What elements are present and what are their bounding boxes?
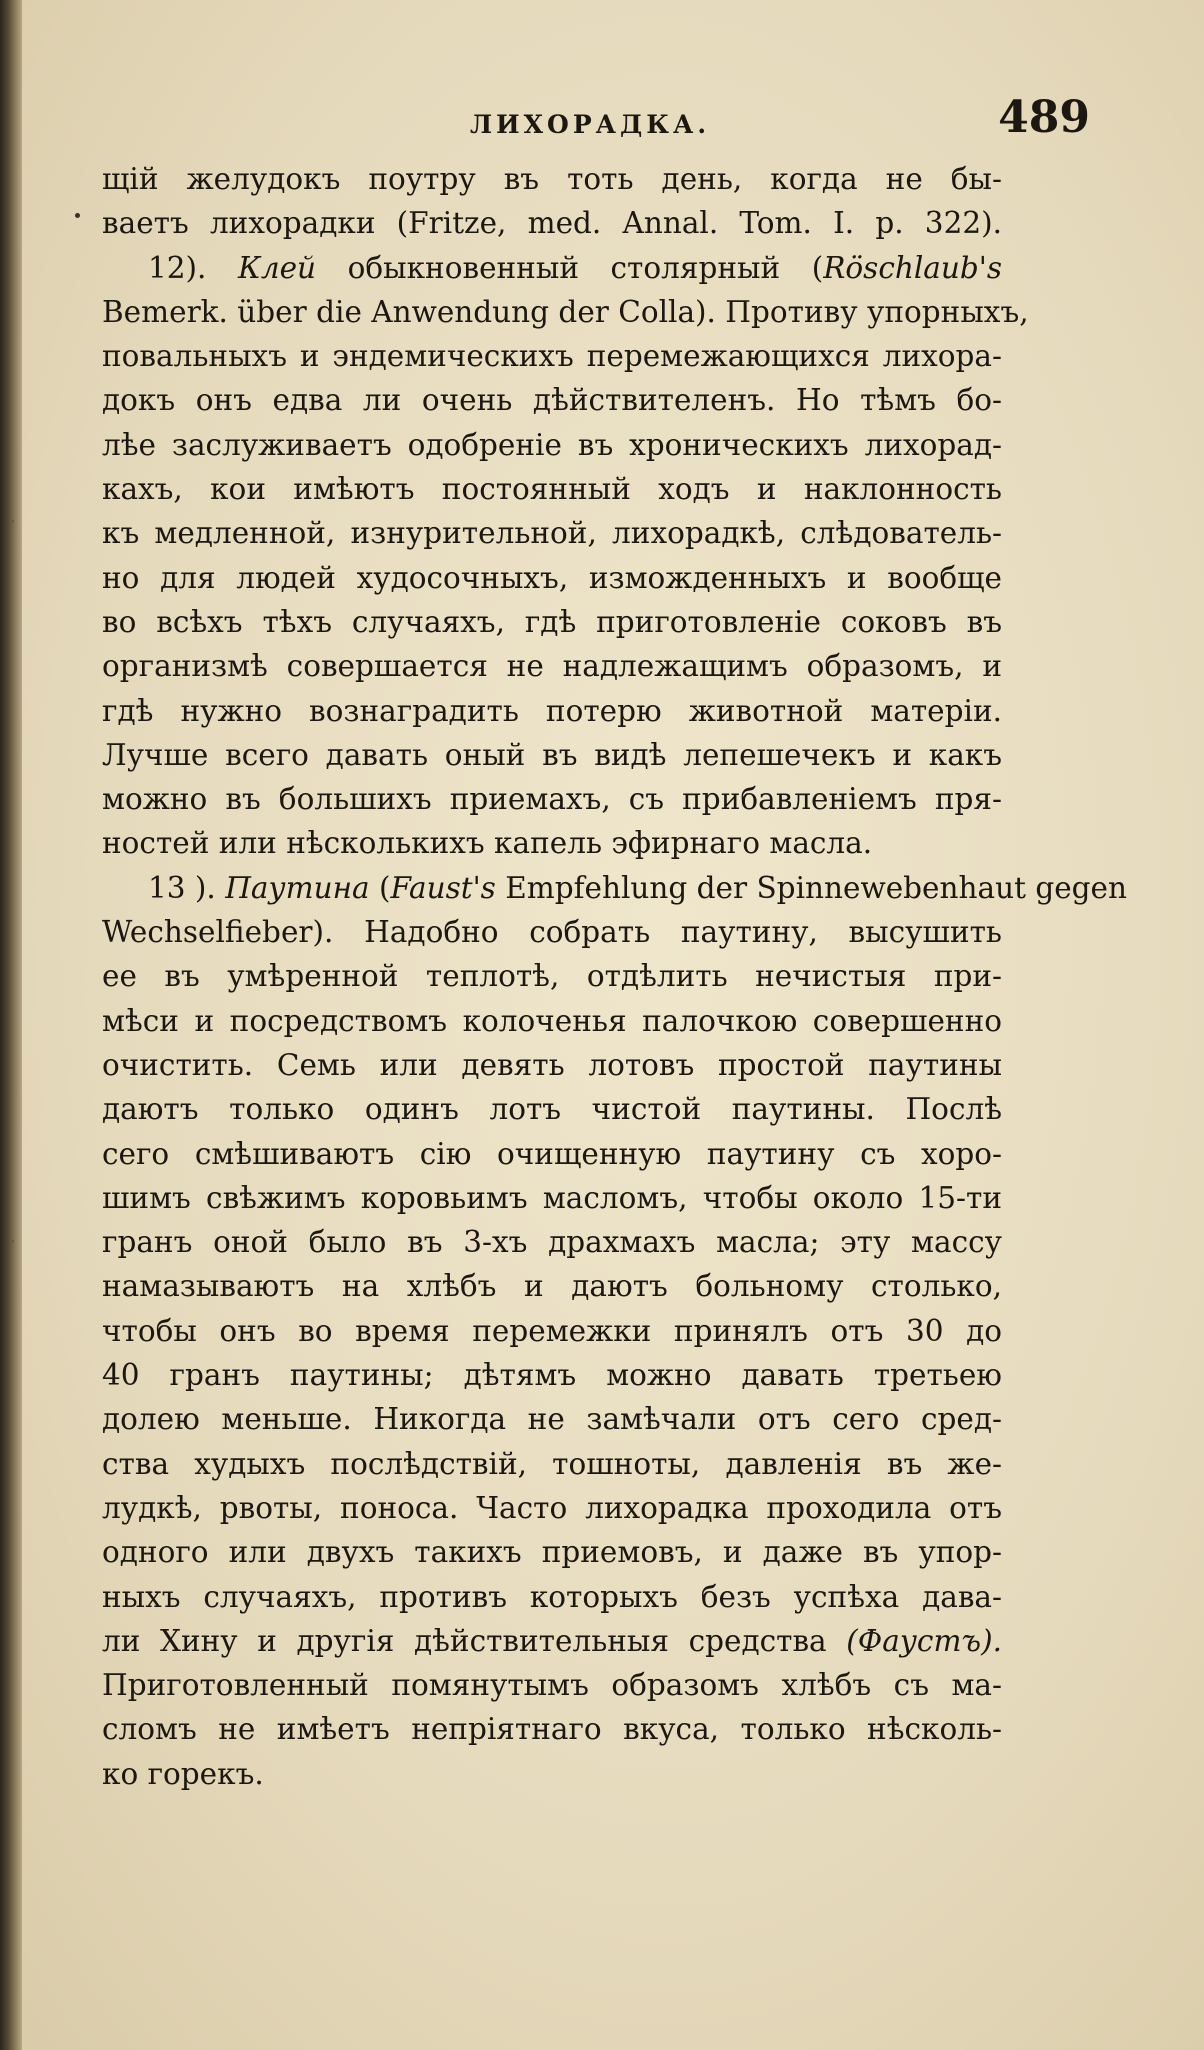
- text-line: гранъ оной было въ 3-хъ драхмахъ масла; эту массу: [102, 1225, 1002, 1260]
- text-line: шимъ свѣжимъ коровьимъ масломъ, чтобы около 15-ти: [102, 1180, 1002, 1215]
- text-line: долею меньше. Никогда не замѣчали отъ сего сред-: [102, 1402, 1002, 1437]
- text-line: ко горекъ.: [102, 1756, 264, 1791]
- text-line: докъ онъ едва ли очень дѣйствителенъ. Но тѣмъ бо-: [102, 383, 1002, 418]
- text-line: во всѣхъ тѣхъ случаяхъ, гдѣ приготовленіе соковъ въ: [102, 604, 1002, 639]
- item-12-reference: Röschlaub's: [823, 250, 1002, 285]
- item-13-text: Empfehlung der Spinnewebenhaut gegen: [495, 870, 1128, 905]
- text-line: организмѣ совершается не надлежащимъ образомъ, и: [102, 649, 1002, 684]
- gutter-mark: [10, 520, 14, 523]
- item-13-reference: Faust's: [390, 870, 496, 905]
- text-line: повальныхъ и эндемическихъ перемежающихся лихора-: [102, 339, 1002, 374]
- text-line: но для людей худосочныхъ, изможденныхъ и вообще: [102, 560, 1002, 595]
- gutter-mark: [10, 1240, 14, 1243]
- text-line: ее въ умѣренной теплотѣ, отдѣлить нечистыя при-: [102, 959, 1002, 994]
- running-title: ЛИХОРАДКА.: [469, 110, 711, 139]
- text-line: кахъ, кои имѣютъ постоянный ходъ и наклонность: [102, 472, 1002, 507]
- text-line: ностей или нѣсколькихъ капель эфирнаго масла.: [102, 826, 873, 861]
- item-12-text: обыкновенный столярный (: [316, 250, 824, 285]
- page-number: 489: [998, 92, 1090, 143]
- text-line: лудкѣ, рвоты, поноса. Часто лихорадка проходила отъ: [102, 1490, 1002, 1525]
- item-12-heading: [102, 246, 1002, 290]
- page-header: [90, 92, 1090, 152]
- margin-dot: [75, 213, 80, 218]
- text-line: сломъ не имѣетъ непріятнаго вкуса, только нѣсколь-: [102, 1712, 1002, 1747]
- text-line: Bemerk. über die Anwendung der Colla). Противу упорныхъ,: [102, 294, 1029, 329]
- text-line: очистить. Семь или девять лотовъ простой паутины: [102, 1047, 1002, 1082]
- item-13-open: (: [369, 870, 391, 905]
- item-12-number: 12).: [148, 250, 207, 285]
- text-line-with-reference: [102, 1619, 1002, 1663]
- text-line: даютъ только одинъ лотъ чистой паутины. Послѣ: [102, 1092, 1002, 1127]
- text-line: Wechselfieber). Надобно собрать паутину, высушить: [102, 915, 1002, 950]
- text-line: Лучше всего давать оный въ видѣ лепешечекъ и какъ: [102, 737, 1002, 772]
- body-text: [102, 157, 1128, 1796]
- item-12-term: Клей: [237, 250, 317, 285]
- text-line: гдѣ нужно вознаградить потерю животной матеріи.: [102, 693, 1002, 728]
- text-line: 40 гранъ паутины; дѣтямъ можно давать третьею: [102, 1358, 1002, 1393]
- text-line: одного или двухъ такихъ приемовъ, и даже въ упор-: [102, 1535, 1002, 1570]
- text-line: ства худыхъ послѣдствій, тошноты, давленія въ же-: [102, 1446, 1002, 1481]
- text-line: ли Хину и другія дѣйствительныя средства: [102, 1623, 827, 1658]
- binding-gutter: [0, 0, 22, 2050]
- item-13-heading: [102, 866, 1128, 910]
- text-line: намазываютъ на хлѣбъ и даютъ больному столько,: [102, 1269, 1002, 1304]
- text-line: сего смѣшиваютъ сію очищенную паутину съ хоро-: [102, 1136, 1002, 1171]
- text-line: ваетъ лихорадки (Fritze, med. Annal. Tom. I. p. 322).: [102, 206, 1002, 241]
- text-line: можно въ большихъ приемахъ, съ прибавленіемъ пря-: [102, 782, 1002, 817]
- text-line: къ медленной, изнурительной, лихорадкѣ, слѣдователь-: [102, 516, 1002, 551]
- text-line: лѣе заслуживаетъ одобреніе въ хроническихъ лихорад-: [102, 427, 1002, 462]
- text-line: Приготовленный помянутымъ образомъ хлѣбъ съ ма-: [102, 1668, 1002, 1703]
- closing-reference: (Фаустъ).: [846, 1623, 1002, 1658]
- item-13-term: Паутина: [225, 870, 370, 905]
- text-line: щій желудокъ поутру въ тоть день, когда не бы-: [102, 162, 1002, 196]
- text-line: ныхъ случаяхъ, противъ которыхъ безъ успѣха дава-: [102, 1579, 1002, 1614]
- text-line: чтобы онъ во время перемежки принялъ отъ 30 до: [102, 1313, 1002, 1348]
- item-13-number: 13 ).: [148, 870, 216, 905]
- text-line: мѣси и посредствомъ колоченья палочкою совершенно: [102, 1003, 1002, 1038]
